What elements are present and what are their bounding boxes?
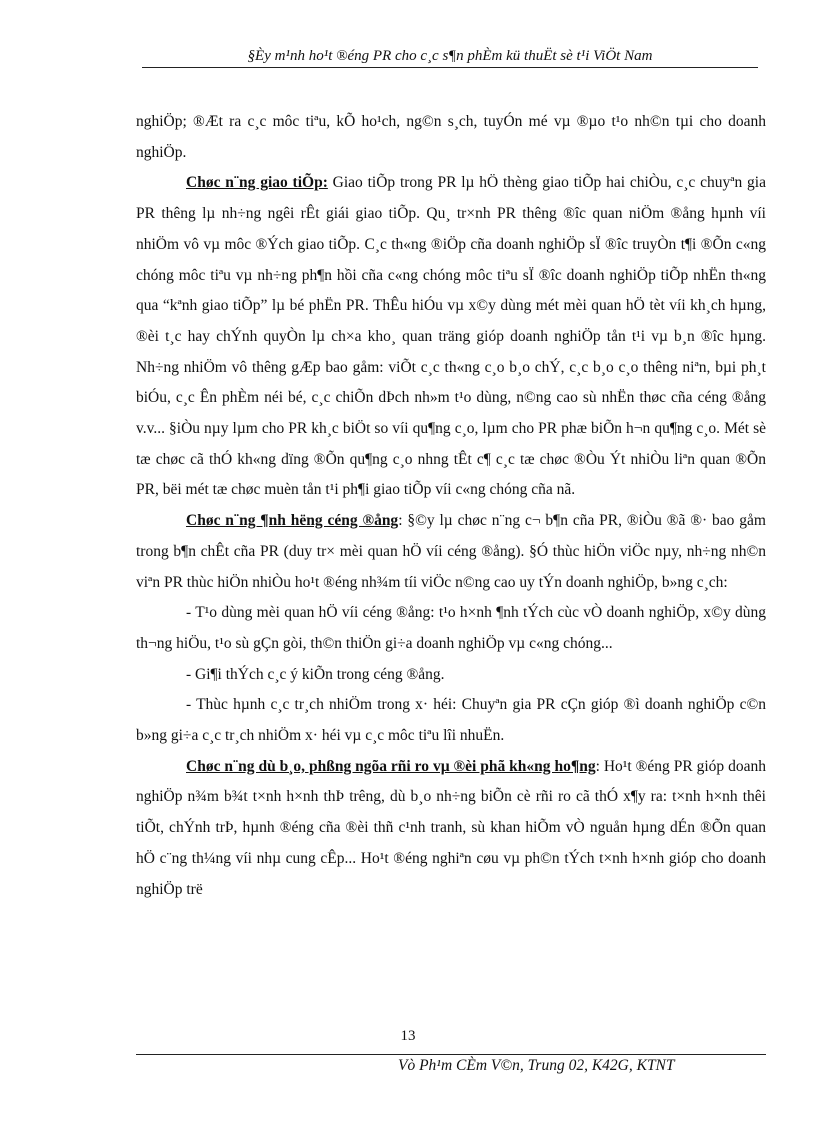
header-rule: [142, 67, 758, 68]
list-item: - T¹o dùng mèi quan hÖ víi céng ®ång: t¹o h×nh ¶nh tÝch cùc vÒ doanh nghiÖp, x©y dùng th¬ng hiÖu, t¹o sù gÇn gòi, th©n thiÖn gi÷a doanh nghiÖp vµ c«ng chóng...: [136, 604, 766, 652]
paragraph-text: : Ho¹t ®éng PR gióp doanh nghiÖp n¾m b¾t t×nh h×nh thÞ trêng, dù b¸o nh÷ng biÕn cè rñi ro cã thÓ x¶y ra: t×nh h×nh thêi tiÕt, chÝnh trÞ, hµnh ®éng cña ®èi thñ c¹nh tranh, sù khan hiÕm vÒ nguån hµng dÉn ®Õn quan hÖ c¨ng th¼ng víi nhµ cung cÊp... Ho¹t ®éng nghiªn cøu vµ ph©n tÝch t×nh h×nh gióp cho doanh nghiÖp trë: [136, 757, 766, 898]
list-item: - Thùc hµnh c¸c tr¸ch nhiÖm trong x· héi: Chuyªn gia PR cÇn gióp ®ì doanh nghiÖp c©n b»ng gi÷a c¸c tr¸ch nhiÖm x· héi vµ c¸c môc tiªu lîi nhuËn.: [136, 696, 766, 745]
list-item: - Gi¶i thÝch c¸c ý kiÕn trong céng ®ång.: [186, 665, 445, 683]
page-body: [136, 107, 766, 905]
paragraph-text: Giao tiÕp trong PR lµ hÖ thèng giao tiÕp hai chiÒu, c¸c chuyªn gia PR thêng lµ nh÷ng ngêi rÊt giái giao tiÕp. Qu¸ tr×nh PR thêng ®îc quan niÖm ®ång hµnh víi nhiÖm vô vµ môc ®Ých giao tiÕp. C¸c th«ng ®iÖp cña doanh nghiÖp sÏ ®îc truyÒn t¶i ®Õn c«ng chóng môc tiªu vµ nh÷ng ph¶n hồi cña c«ng chóng môc tiªu sÏ ®îc doanh nghiÖp tiÕp nhËn th«ng qua “kªnh giao tiÕp” lµ bé phËn PR. ThÊu hiÓu vµ x©y dùng mét mèi quan hÖ tèt víi kh¸ch hµng, ®èi t¸c hay chÝnh quyÒn lµ ch×a kho¸ quan träng gióp doanh nghiÖp tån t¹i vµ b¸n ®îc hµng. Nh÷ng nhiÖm vô thêng gÆp bao gåm: viÕt c¸c th«ng c¸o b¸o chÝ, c¸c b¸o c¸o thêng niªn, bµi ph¸t biÓu, c¸c Ên phÈm néi bé, c¸c chiÕn dÞch nh»m t¹o dùng, n©ng cao sù nhËn thøc cña céng ®ång v.v... §iÒu nµy lµm cho PR kh¸c biÖt so víi qu¶ng c¸o, lµm cho PR phæ biÕn h¬n qu¶ng c¸o. Mét sè tæ chøc cã thÓ kh«ng dïng ®Õn qu¶ng c¸o nhng tÊt c¶ c¸c tæ chøc ®Òu Ýt nhiÒu liªn quan ®Õn PR, bëi mét tæ chøc muèn tån t¹i ph¶i giao tiÕp víi c«ng chóng cña nã.: [136, 174, 766, 499]
paragraph-communication: [136, 168, 766, 506]
section-heading-communication: Chøc n¨ng giao tiÕp:: [186, 174, 328, 192]
footer-rule: [136, 1054, 766, 1055]
running-footer: Vò Ph¹m CÈm V©n, Trung 02, K42G, KTNT: [398, 1057, 675, 1074]
paragraph-community: [136, 506, 766, 598]
paragraph-forecast: [136, 752, 766, 906]
running-header: §Èy m¹nh ho¹t ®éng PR cho c¸c s¶n phÈm kü thuËt sè t¹i ViÖt Nam: [247, 48, 653, 64]
section-heading-forecast: Chøc n¨ng dù b¸o, phßng ngõa rñi ro vµ ®èi phã kh«ng ho¶ng: [186, 757, 596, 775]
paragraph-text: : §©y lµ chøc n¨ng c¬ b¶n cña PR, ®iÒu ®ã ®· bao gåm trong b¶n chÊt cña PR (duy tr× mèi quan hÖ víi céng ®ång). §Ó thùc hiÖn viÖc nµy, nh÷ng nh©n viªn PR thùc hiÖn nhiÒu ho¹t ®éng nh¾m tíi viÖc n©ng cao uy tÝn doanh nghiÖp, b»ng c¸ch:: [136, 512, 766, 591]
paragraph-continuation: nghiÖp; ®Æt ra c¸c môc tiªu, kÕ ho¹ch, ng©n s¸ch, tuyÓn mé vµ ®µo t¹o nh©n tµi cho doanh nghiÖp.: [136, 113, 766, 161]
section-heading-community: Chøc n¨ng ¶nh hëng céng ®ång: [186, 512, 399, 530]
page-number: 13: [400, 1028, 416, 1044]
